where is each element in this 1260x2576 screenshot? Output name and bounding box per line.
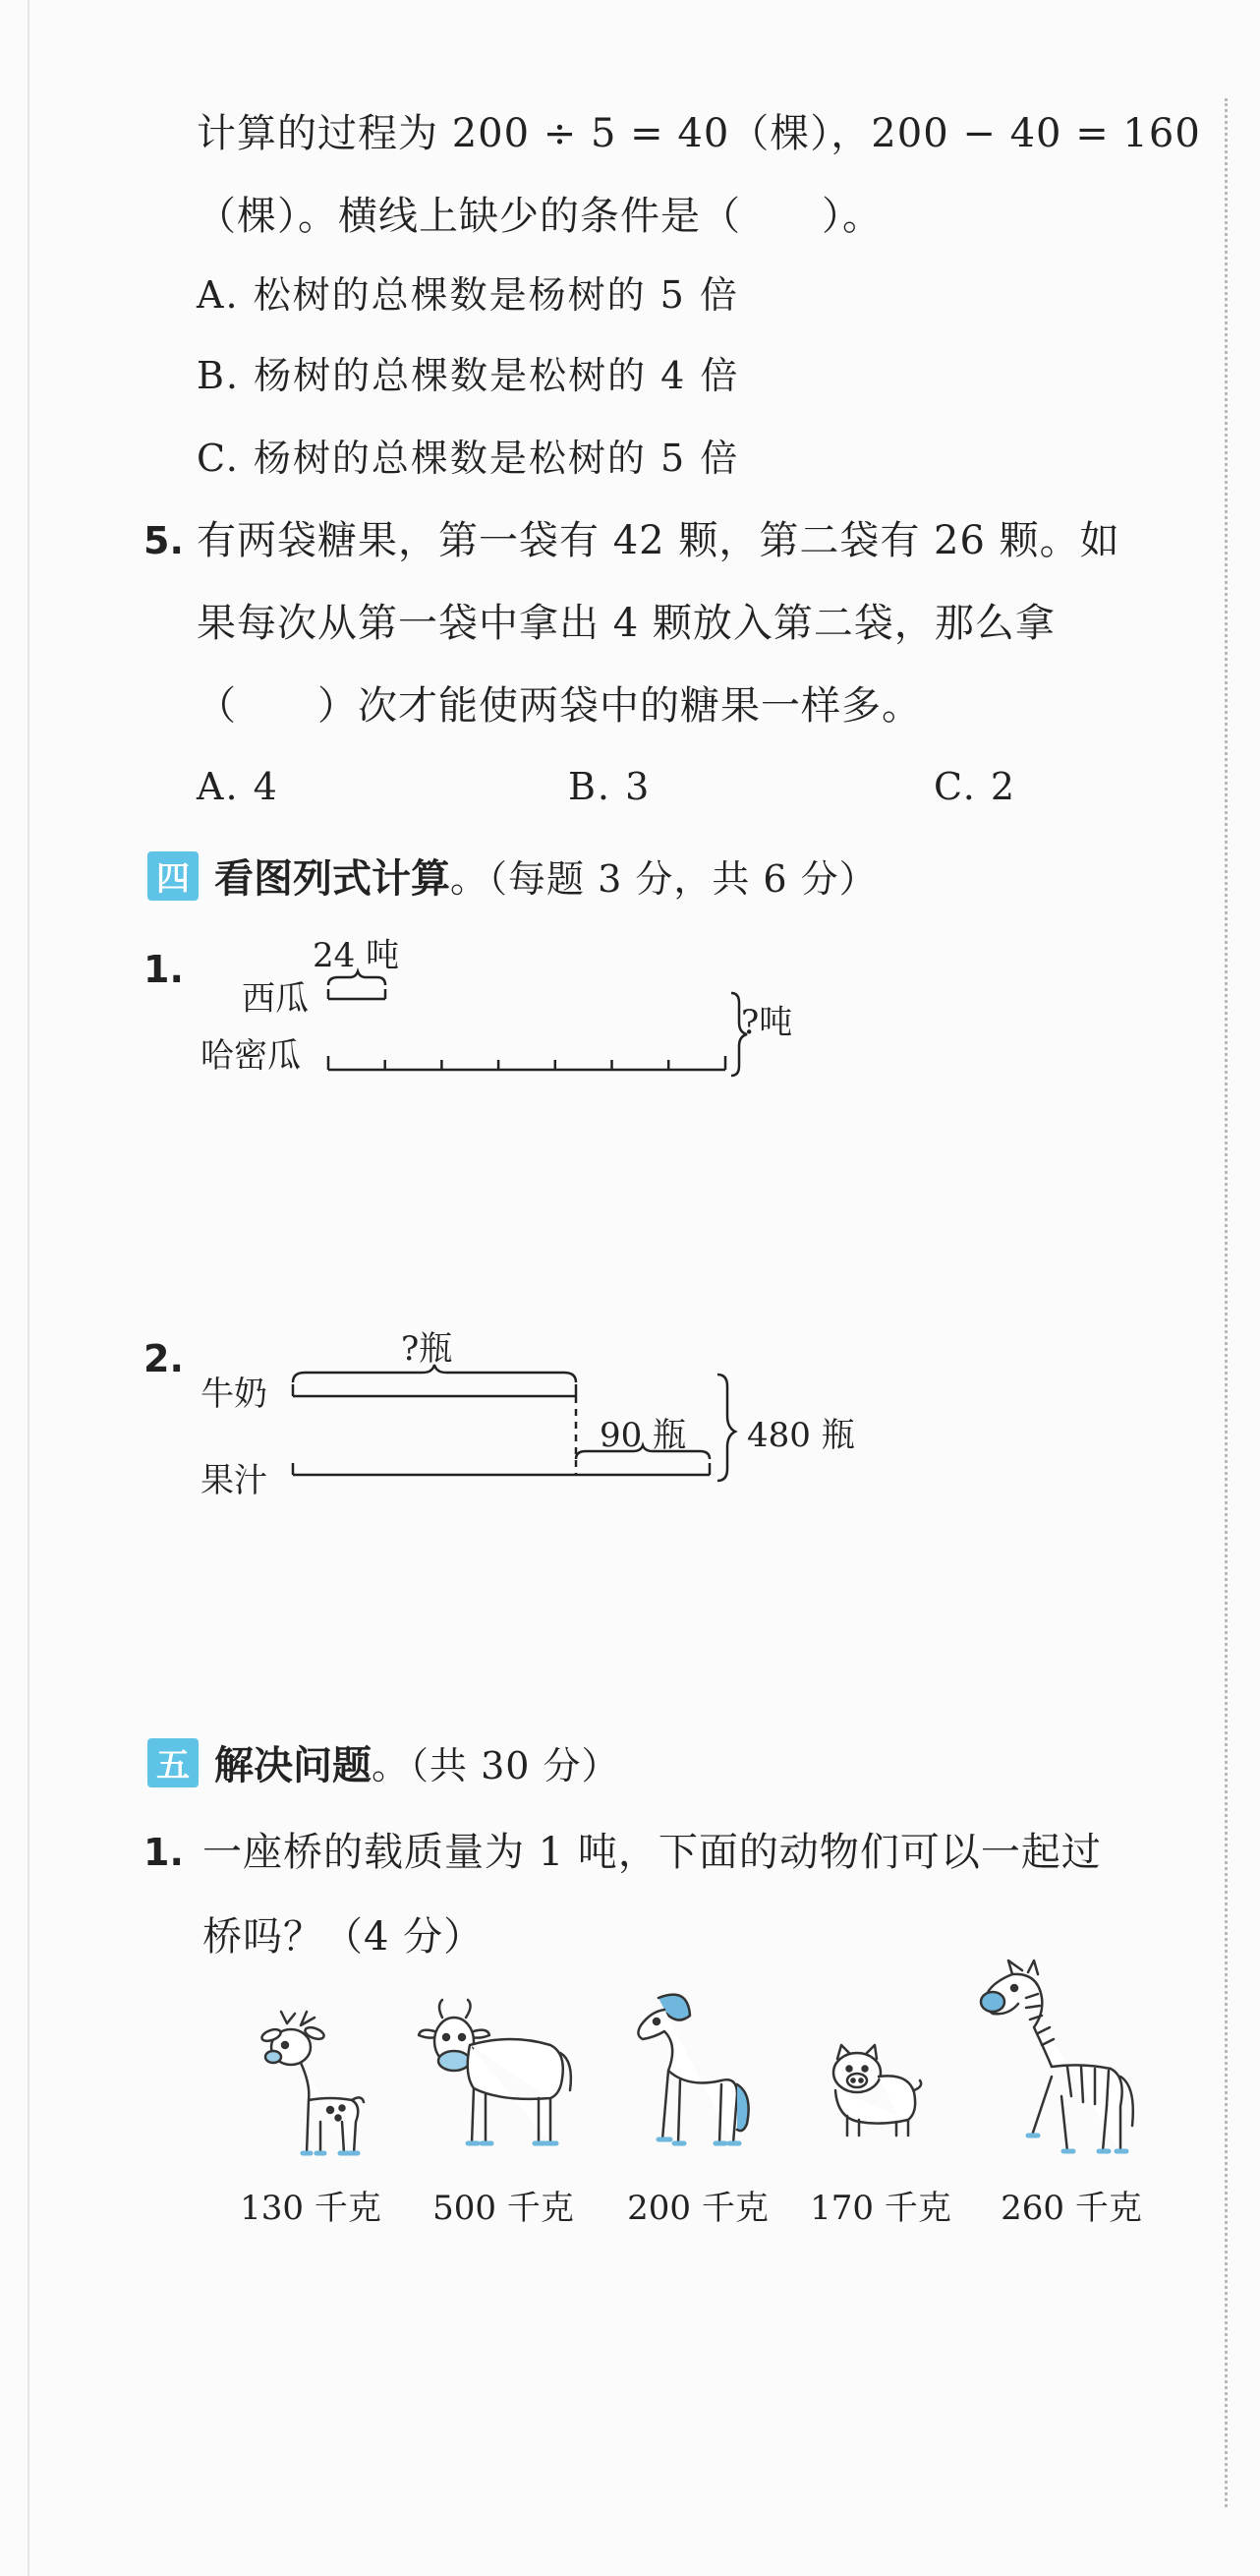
s4-q1-number: 1. (143, 948, 184, 991)
q4-option-c[interactable]: C. 杨树的总棵数是松树的 5 倍 (197, 437, 740, 480)
animal-weight-cow: 500 千克 (432, 2189, 574, 2228)
deer-icon (236, 2006, 373, 2163)
animal-weight-deer: 130 千克 (240, 2189, 381, 2228)
animal-weight-zebra: 260 千克 (1001, 2189, 1142, 2228)
s4-q1-top-value: 24 吨 (313, 936, 400, 975)
animal-weight-pig: 170 千克 (810, 2189, 951, 2228)
q4-text-line2: （棵）。横线上缺少的条件是（ ）。 (197, 194, 883, 239)
pig-icon (820, 2037, 928, 2145)
s5-q1-text-line1: 一座桥的载质量为 1 吨，下面的动物们可以一起过 (202, 1830, 1102, 1875)
q5-text-line1: 有两袋糖果，第一袋有 42 颗，第二袋有 26 颗。如 (197, 518, 1120, 563)
zebra-icon (973, 1959, 1140, 2165)
s5-q1-number: 1. (143, 1831, 184, 1874)
section-5-note: 。（共 30 分） (372, 1744, 620, 1787)
q5-text-line2: 果每次从第一袋中拿出 4 颗放入第二袋，那么拿 (197, 601, 1056, 646)
section-5-badge: 五 (147, 1738, 199, 1787)
cow-icon (413, 1996, 580, 2163)
s4-q1-label-a: 西瓜 (242, 979, 309, 1019)
section-4-badge: 四 (147, 851, 199, 901)
s4-q2-total: 480 瓶 (747, 1416, 855, 1455)
section-4-title: 看图列式计算 (214, 856, 450, 902)
q4-option-a[interactable]: A. 松树的总棵数是杨树的 5 倍 (197, 273, 739, 317)
q5-number: 5. (143, 519, 184, 562)
q5-option-b[interactable]: B. 3 (568, 765, 652, 808)
q4-option-b[interactable]: B. 杨树的总棵数是松树的 4 倍 (197, 354, 740, 397)
s4-q2-label-b: 果汁 (200, 1461, 267, 1500)
s4-q2-number: 2. (143, 1337, 184, 1380)
section-4-note: 。（每题 3 分，共 6 分） (450, 857, 878, 901)
s4-q1-total: ?吨 (741, 1003, 793, 1042)
section-5-title: 解决问题 (214, 1743, 372, 1788)
q5-text-line3: （ ）次才能使两袋中的糖果一样多。 (197, 683, 922, 729)
section-5-header (147, 1734, 620, 1790)
horse-icon (629, 1986, 757, 2163)
s4-q2-top-value: ?瓶 (401, 1329, 453, 1369)
q4-text-line1: 计算的过程为 200 ÷ 5 = 40（棵），200 − 40 = 160 (197, 111, 1201, 156)
s5-q1-text-line2: 桥吗？（4 分） (202, 1914, 485, 1960)
s4-q2-label-a: 牛奶 (200, 1375, 267, 1414)
s4-q2-diff: 90 瓶 (600, 1416, 687, 1455)
s4-q1-label-b: 哈密瓜 (200, 1036, 301, 1076)
q5-option-a[interactable]: A. 4 (197, 765, 279, 808)
q5-option-c[interactable]: C. 2 (934, 765, 1017, 808)
animal-weight-horse: 200 千克 (627, 2189, 769, 2228)
